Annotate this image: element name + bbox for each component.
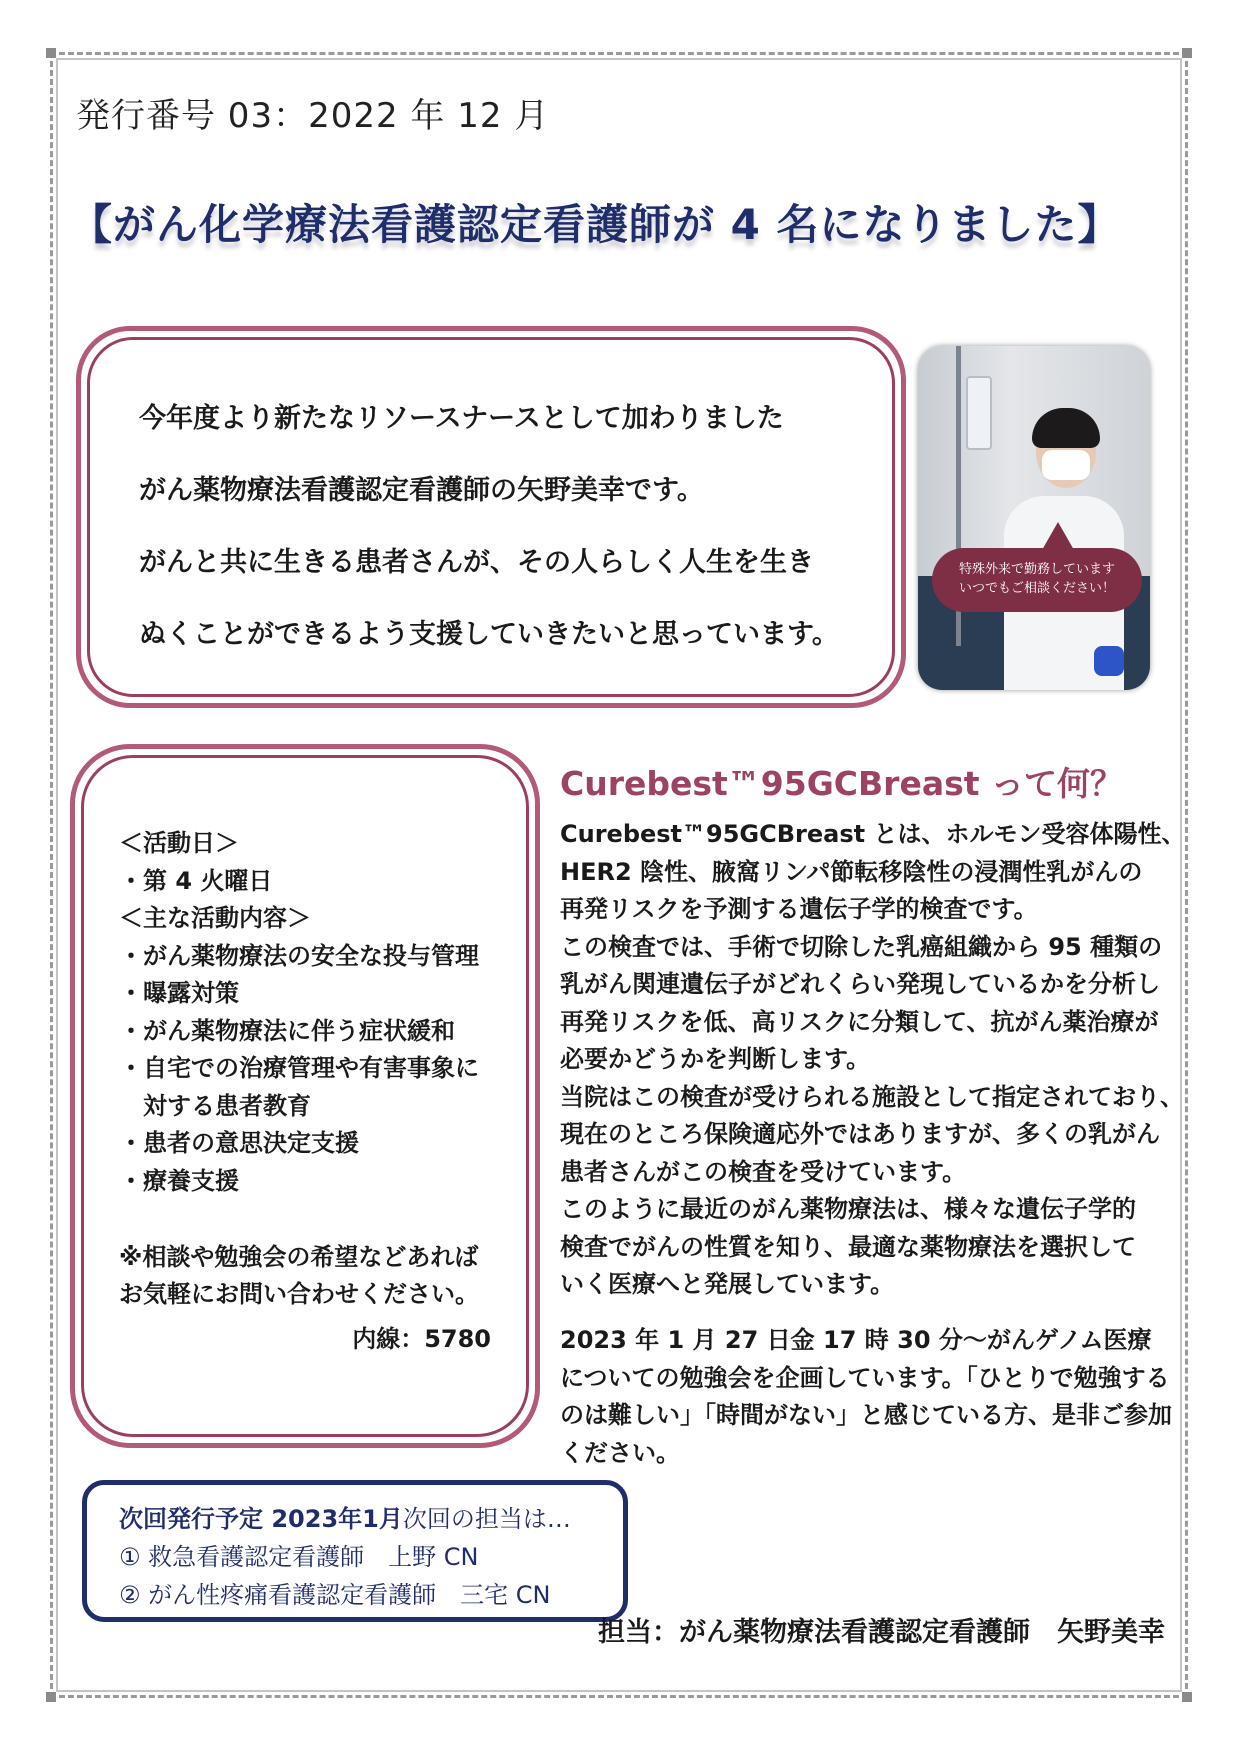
next-issue-date: 次回発行予定 2023年1月 <box>119 1505 403 1533</box>
event-line: 2023 年 1 月 27 日金 17 時 30 分～がんゲノム医療 <box>560 1326 1152 1354</box>
next-issue-item-2: ② がん性疼痛看護認定看護師 三宅 CN <box>119 1581 551 1609</box>
body-line: この検査では、手術で切除した乳癌組織から 95 種類の <box>560 932 1163 961</box>
intro-line: がん薬物療法看護認定看護師の矢野美幸です。 <box>139 475 704 506</box>
extension-number: 内線：5780 <box>352 1325 491 1353</box>
activity-list <box>119 825 479 1200</box>
curebest-body <box>560 816 1185 1304</box>
event-line: ください。 <box>560 1438 680 1467</box>
corner-mark <box>1182 1692 1192 1702</box>
headline: 【がん化学療法看護認定看護師が 4 名になりました】 <box>70 200 1121 249</box>
body-line: このように最近のがん薬物療法は、様々な遺伝子学的 <box>560 1195 1136 1223</box>
body-line: 再発リスクを低、高リスクに分類して、抗がん薬治療が <box>560 1007 1159 1036</box>
note-line: ※相談や勉強会の希望などあれば <box>119 1243 479 1271</box>
nurse-photo <box>918 346 1150 690</box>
body-line: 再発リスクを予測する遺伝子学的検査です。 <box>560 895 1038 923</box>
body-line: 患者さんがこの検査を受けています。 <box>560 1157 967 1186</box>
intro-line: がんと共に生きる患者さんが、その人らしく人生を生き <box>139 547 814 578</box>
activity-line: ・療養支援 <box>119 1166 239 1195</box>
body-line: 乳がん関連遺伝子がどれくらい発現しているかを分析し <box>560 970 1160 998</box>
next-issue-box <box>82 1480 628 1622</box>
author-credit: 担当：がん薬物療法看護認定看護師 矢野美幸 <box>598 1617 1165 1648</box>
corner-mark <box>46 48 56 58</box>
activity-line: ・がん薬物療法の安全な投与管理 <box>119 941 479 970</box>
activity-box <box>70 744 540 1448</box>
body-line: 現在のところ保険適応外ではありますが、多くの乳がん <box>560 1120 1160 1148</box>
body-line: HER2 陰性、腋窩リンパ節転移陰性の浸潤性乳がんの <box>560 857 1143 886</box>
body-line: Curebest™95GCBreast とは、ホルモン受容体陽性、 <box>560 820 1186 848</box>
next-issue-lead: 次回の担当は… <box>402 1505 571 1533</box>
corner-mark <box>1182 48 1192 58</box>
activity-line: ・自宅での治療管理や有害事象に <box>119 1054 479 1082</box>
speech-bubble <box>932 548 1142 612</box>
bubble-line: 特殊外来で勤務しています <box>958 562 1115 577</box>
activity-line: ・患者の意思決定支援 <box>119 1129 359 1157</box>
intro-line: ぬくことができるよう支援していきたいと思っています。 <box>139 619 839 650</box>
activity-line: 対する患者教育 <box>119 1091 311 1120</box>
activity-line: ＜活動日＞ <box>119 829 239 857</box>
issue-number: 発行番号 03：2022 年 12 月 <box>76 96 550 136</box>
intro-line: 今年度より新たなリソースナースとして加わりました <box>139 403 784 434</box>
intro-box <box>76 326 906 708</box>
study-session-announcement <box>560 1322 1172 1472</box>
iv-bag <box>966 376 992 450</box>
next-issue-heading <box>119 1499 571 1534</box>
next-issue-item-1: ① 救急看護認定看護師 上野 CN <box>119 1543 479 1571</box>
body-line: 当院はこの検査が受けられる施設として指定されており、 <box>560 1082 1184 1111</box>
glove <box>1094 646 1124 676</box>
corner-mark <box>46 1692 56 1702</box>
body-line: いく医療へと発展しています。 <box>560 1270 895 1298</box>
activity-line: ・第 4 火曜日 <box>119 866 273 895</box>
curebest-title: Curebest™95GCBreast って何？ <box>560 764 1123 803</box>
activity-line: ＜主な活動内容＞ <box>119 904 311 932</box>
intro-text <box>139 383 861 671</box>
note-line: お気軽にお問い合わせください。 <box>119 1280 479 1308</box>
activity-line: ・曝露対策 <box>119 979 239 1007</box>
event-line: についての勉強会を企画しています。「ひとりで勉強する <box>560 1363 1170 1392</box>
event-line: のは難しい」「時間がない」と感じている方、是非ご参加 <box>560 1401 1172 1429</box>
body-line: 検査でがんの性質を知り、最適な薬物療法を選択して <box>560 1232 1136 1261</box>
body-line: 必要かどうかを判断します。 <box>560 1045 871 1073</box>
contact-note <box>119 1239 479 1313</box>
bubble-line: いつでもご相談ください！ <box>958 581 1115 596</box>
activity-line: ・がん薬物療法に伴う症状緩和 <box>119 1016 455 1045</box>
face-mask <box>1042 450 1090 480</box>
